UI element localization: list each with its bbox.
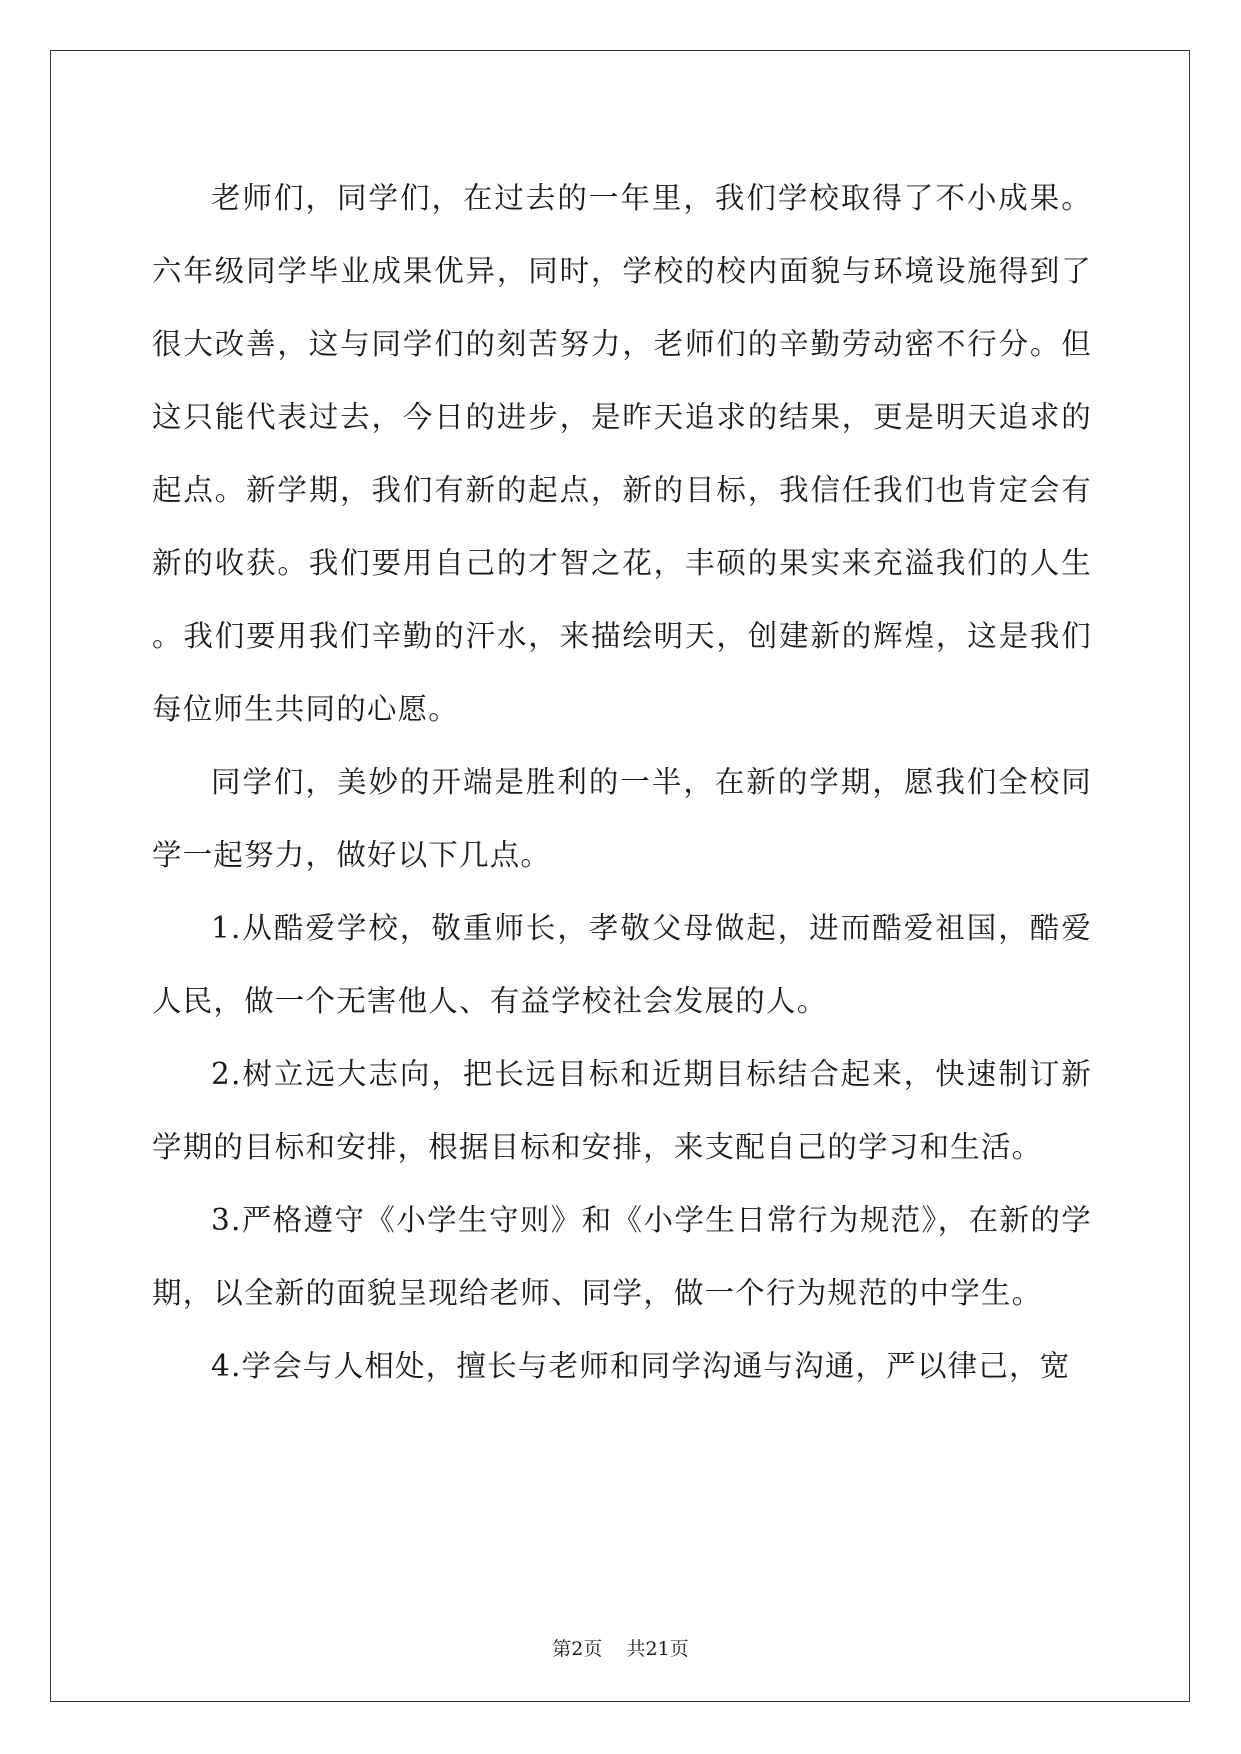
paragraph-4: 2.树立远大志向，把长远目标和近期目标结合起来，快速制订新学期的目标和安排，根据目标和安排，来支配自己的学习和生活。	[152, 1057, 1092, 1164]
paragraph-2: 同学们，美妙的开端是胜利的一半，在新的学期，愿我们全校同学一起努力，做好以下几点。	[152, 765, 1092, 872]
paragraph-3: 1.从酷爱学校，敬重师长，孝敬父母做起，进而酷爱祖国，酷爱人民，做一个无害他人、有益学校社会发展的人。	[152, 911, 1092, 1018]
paragraph-6: 4.学会与人相处，擅长与老师和同学沟通与沟通，严以律己，宽	[211, 1349, 1071, 1383]
paragraph-1: 老师们，同学们，在过去的一年里，我们学校取得了不小成果。六年级同学毕业成果优异，同时，学校的校内面貌与环境设施得到了很大改善，这与同学们的刻苦努力，老师们的辛勤劳动密不行分。但这只能代表过去，今日的进步，是昨天追求的结果，更是明天追求的起点。新学期，我们有新的起点，新的目标，我信任我们也肯定会有新的收获。我们要用自己的才智之花，丰硕的果实来充溢我们的人生。我们要用我们辛勤的汗水，来描绘明天，创建新的辉煌，这是我们每位师生共同的心愿。	[152, 181, 1092, 726]
page-footer	[0, 1634, 1241, 1661]
page-total: 共21页	[626, 1638, 689, 1660]
paragraph-5: 3.严格遵守《小学生守则》和《小学生日常行为规范》，在新的学期，以全新的面貌呈现给老师、同学，做一个行为规范的中学生。	[152, 1203, 1092, 1310]
document-body	[152, 162, 1092, 1403]
page-number: 第2页	[552, 1638, 603, 1660]
